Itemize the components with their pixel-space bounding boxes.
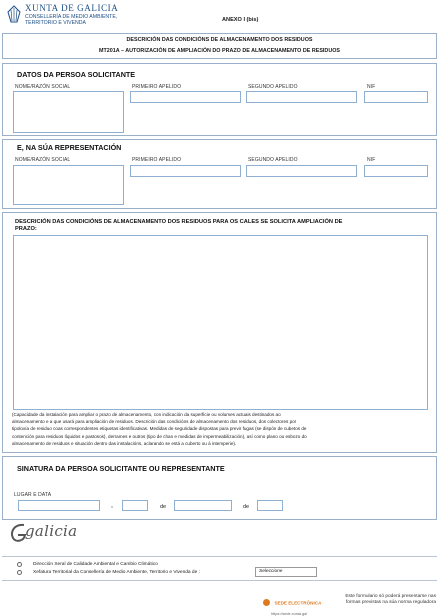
form-title-line1: DESCRICIÓN DAS CONDICIÓNS DE ALMACENAMENTO DOS RESIDUOS [126, 37, 313, 43]
representative-nif-input[interactable] [364, 165, 428, 177]
province-select-value: Seleccione [259, 569, 283, 574]
applicant-heading: DATOS DA PERSOA SOLICITANTE [17, 70, 136, 79]
footer-notice-line2: formas previstas na súa norma reguladora [345, 600, 436, 605]
description-section [2, 212, 437, 453]
note-line-2: almacenamento e a que usará para ampliación de residuos. Descrición das condicións de almacenamento dos residuos, dos colectores por [12, 419, 297, 425]
description-note [12, 411, 434, 447]
applicant-second-surname-input[interactable] [246, 91, 357, 103]
applicant-name-input[interactable] [13, 91, 124, 133]
representative-second-surname-label: SEGUNDO APELIDO [248, 157, 298, 163]
xunta-logo [7, 3, 157, 29]
applicant-first-surname-input[interactable] [130, 91, 241, 103]
annex-label: ANEXO I (bis) [222, 17, 259, 23]
applicant-second-surname-label: SEGUNDO APELIDO [248, 84, 298, 90]
footer-notice [328, 594, 436, 606]
month-input[interactable] [174, 500, 232, 511]
description-heading-line1: DESCRICIÓN DAS CONDICIÓNS DE ALMACENAMENTO DOS RESIDUOS PARA OS CALES SE SOLICITA AMPLIACIÓN DE [15, 219, 343, 225]
scallop-shell-icon [7, 5, 21, 23]
brand-name: XUNTA DE GALICIA [25, 3, 119, 13]
sede-url: https://sede.xunta.gal [271, 612, 308, 616]
de-separator-1: de [160, 504, 167, 510]
description-heading-line2: PRAZO: [15, 226, 37, 232]
applicant-nif-label: NIF [367, 84, 376, 90]
galicia-logo-text: galicia [25, 522, 78, 540]
recipient-option1-radio[interactable] [17, 562, 22, 567]
form-title-line2: MT201A – AUTORIZACIÓN DE AMPLIACIÓN DO PRAZO DE ALMACENAMENTO DE RESIDUOS [99, 48, 340, 54]
place-date-label: LUGAR E DATA [14, 492, 52, 498]
recipient-option1-label: Dirección Xeral de Calidade Ambiental e Cambio Climático [33, 562, 158, 567]
representative-name-input[interactable] [13, 165, 124, 205]
place-input[interactable] [18, 500, 100, 511]
signature-heading: SINATURA DA PERSOA SOLICITANTE OU REPRESENTANTE [17, 464, 225, 473]
note-line-4: contención para residuos líquidos e pastosos), derrames e outros (tipo de chan e medidas de impermeabilización), así como plano ou esbozo do [12, 433, 307, 439]
comma-separator: , [111, 502, 113, 509]
form-title-box [2, 33, 437, 59]
de-separator-2: de [243, 504, 250, 510]
footer-notice-line1: Este formulario só poderá presentarse nas [345, 594, 436, 599]
province-select[interactable] [255, 567, 317, 577]
sede-logo-icon [263, 599, 270, 606]
year-input[interactable] [257, 500, 283, 511]
description-textarea[interactable] [13, 235, 428, 410]
sede-electronica-badge [263, 594, 322, 616]
sede-badge-text: SEDE ELECTRÓNICA [274, 600, 322, 606]
department-line2: TERRITORIO E VIVENDA [25, 20, 87, 26]
note-line-3: tipoloxía de residuo coas correspondentes etiquetas identificativas. Medidas de seguridade dispostas para previr fugas (se dispón de cubetos de [12, 426, 307, 432]
department-line1: CONSELLERÍA DE MEDIO AMBIENTE, [25, 14, 118, 20]
applicant-section [2, 63, 437, 136]
day-input[interactable] [122, 500, 148, 511]
applicant-first-surname-label: PRIMEIRO APELIDO [132, 84, 182, 90]
note-line-1: (Capacidade da instalación para ampliar o prazo de almacenamento, con indicación da superficie ou volumes actuais destinados ao [12, 412, 281, 417]
representative-first-surname-label: PRIMEIRO APELIDO [132, 157, 182, 163]
applicant-nif-input[interactable] [364, 91, 428, 103]
recipient-option2-radio[interactable] [17, 570, 22, 575]
recipient-bottom-line [2, 580, 437, 581]
representative-heading: E, NA SÚA REPRESENTACIÓN [17, 143, 122, 152]
applicant-name-label: NOME/RAZÓN SOCIAL [15, 84, 71, 90]
galicia-logo [8, 521, 88, 545]
representative-section [2, 139, 437, 209]
representative-second-surname-input[interactable] [246, 165, 357, 177]
representative-first-surname-input[interactable] [130, 165, 241, 177]
signature-section [2, 456, 437, 520]
representative-name-label: NOME/RAZÓN SOCIAL [15, 157, 71, 163]
recipient-option2-label: Xefatura Territorial da Consellería de Medio Ambiente, Territorio e Vivenda de : [33, 570, 200, 575]
note-line-5: almacenamento de residuos e situación dentro das instalacións, aclarando se está a cuberto ou á intemperie). [12, 440, 237, 446]
representative-nif-label: NIF [367, 157, 376, 163]
recipient-separator [2, 556, 437, 557]
